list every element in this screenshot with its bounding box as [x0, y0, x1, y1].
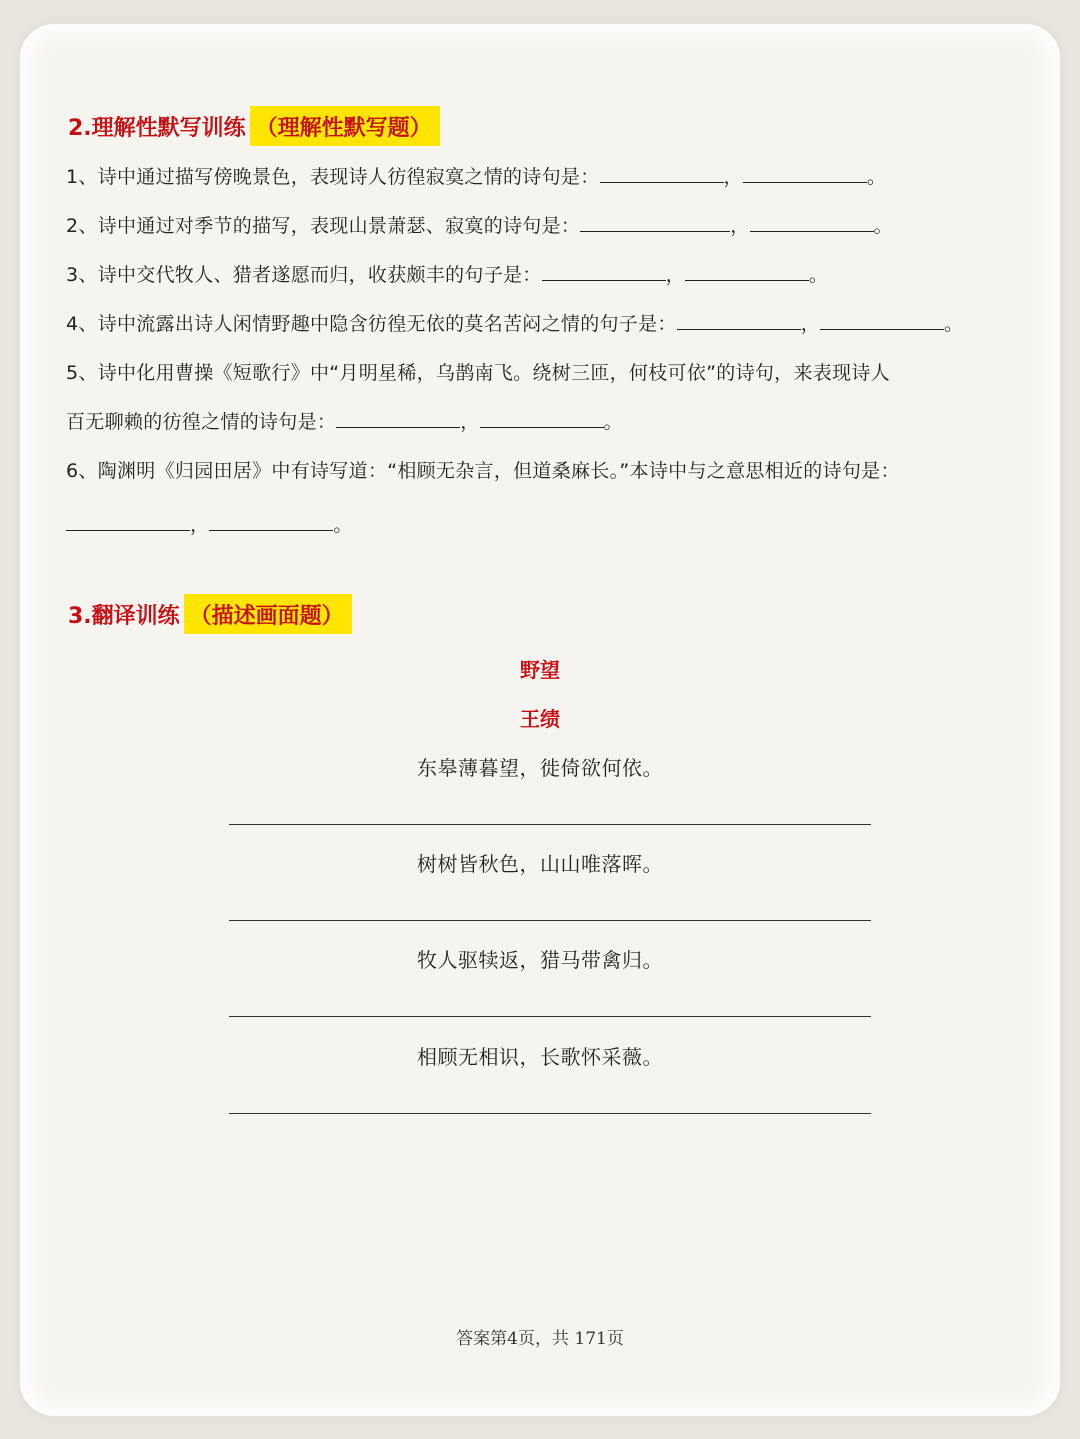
comma: ，: [723, 166, 743, 188]
section-3-tag: （描述画面题）: [184, 594, 352, 634]
question-5-cont: [66, 407, 623, 434]
poem-line-1: 东皋薄暮望，徙倚欲何依。: [417, 756, 663, 780]
translation-line-3[interactable]: [229, 1016, 871, 1017]
question-4-text: 4、诗中流露出诗人闲情野趣中隐含彷徨无依的莫名苦闷之情的句子是：: [66, 313, 677, 335]
worksheet-page: [20, 24, 1060, 1416]
period: 。: [866, 166, 887, 188]
period: 。: [808, 264, 829, 286]
poem-author: 王绩: [520, 707, 560, 731]
answer-blank[interactable]: [209, 512, 333, 531]
section-3-title: 3.翻译训练: [68, 603, 180, 629]
translation-line-4[interactable]: [229, 1113, 871, 1114]
poem-title: 野望: [520, 658, 560, 682]
comma: ，: [460, 411, 480, 433]
answer-blank[interactable]: [685, 262, 809, 281]
period: 。: [333, 514, 353, 536]
period: 。: [603, 411, 623, 433]
poem-line-4: 相顾无相识，长歌怀采薇。: [417, 1045, 663, 1069]
answer-blank[interactable]: [820, 311, 944, 330]
question-3-text: 3、诗中交代牧人、猎者遂愿而归，收获颇丰的句子是：: [66, 264, 542, 286]
translation-line-1[interactable]: [229, 824, 871, 825]
answer-blank[interactable]: [66, 512, 190, 531]
question-5: [66, 358, 890, 385]
question-5-text-cont: 百无聊赖的彷徨之情的诗句是：: [66, 411, 337, 433]
translation-line-2[interactable]: [229, 920, 871, 921]
poem-line-2: 树树皆秋色，山山唯落晖。: [417, 852, 663, 876]
question-2-text: 2、诗中通过对季节的描写，表现山景萧瑟、寂寞的诗句是：: [66, 215, 581, 237]
answer-blank[interactable]: [750, 213, 874, 232]
question-1-text: 1、诗中通过描写傍晚景色，表现诗人彷徨寂寞之情的诗句是：: [66, 166, 600, 188]
section-2-heading: [68, 106, 440, 146]
question-5-text: 5、诗中化用曹操《短歌行》中“月明星稀，乌鹊南飞。绕树三匝，何枝可依”的诗句，来表现诗人: [66, 362, 890, 384]
answer-blank[interactable]: [600, 164, 724, 183]
question-4: [66, 309, 963, 336]
section-2-title: 2.理解性默写训练: [68, 115, 246, 141]
answer-blank[interactable]: [743, 164, 867, 183]
answer-blank[interactable]: [480, 409, 604, 428]
answer-blank[interactable]: [542, 262, 666, 281]
comma: ，: [665, 264, 685, 286]
question-6-blanks: [66, 510, 353, 537]
answer-blank[interactable]: [336, 409, 460, 428]
comma: ，: [730, 215, 750, 237]
section-2-tag: （理解性默写题）: [250, 106, 440, 146]
period: 。: [944, 313, 964, 335]
question-2: [66, 211, 893, 238]
page-footer: 答案第4页，共 171页: [456, 1329, 624, 1349]
section-3-heading: [68, 594, 352, 634]
period: 。: [873, 215, 893, 237]
question-1: [66, 162, 886, 189]
poem-line-3: 牧人驱犊返，猎马带禽归。: [417, 948, 663, 972]
question-3: [66, 260, 828, 287]
question-6: [66, 456, 900, 483]
answer-blank[interactable]: [580, 213, 730, 232]
question-6-text: 6、陶渊明《归园田居》中有诗写道：“相顾无杂言，但道桑麻长。”本诗中与之意思相近的诗句是：: [66, 460, 900, 482]
comma: ，: [800, 313, 821, 335]
answer-blank[interactable]: [677, 311, 801, 330]
comma: ，: [190, 514, 210, 536]
